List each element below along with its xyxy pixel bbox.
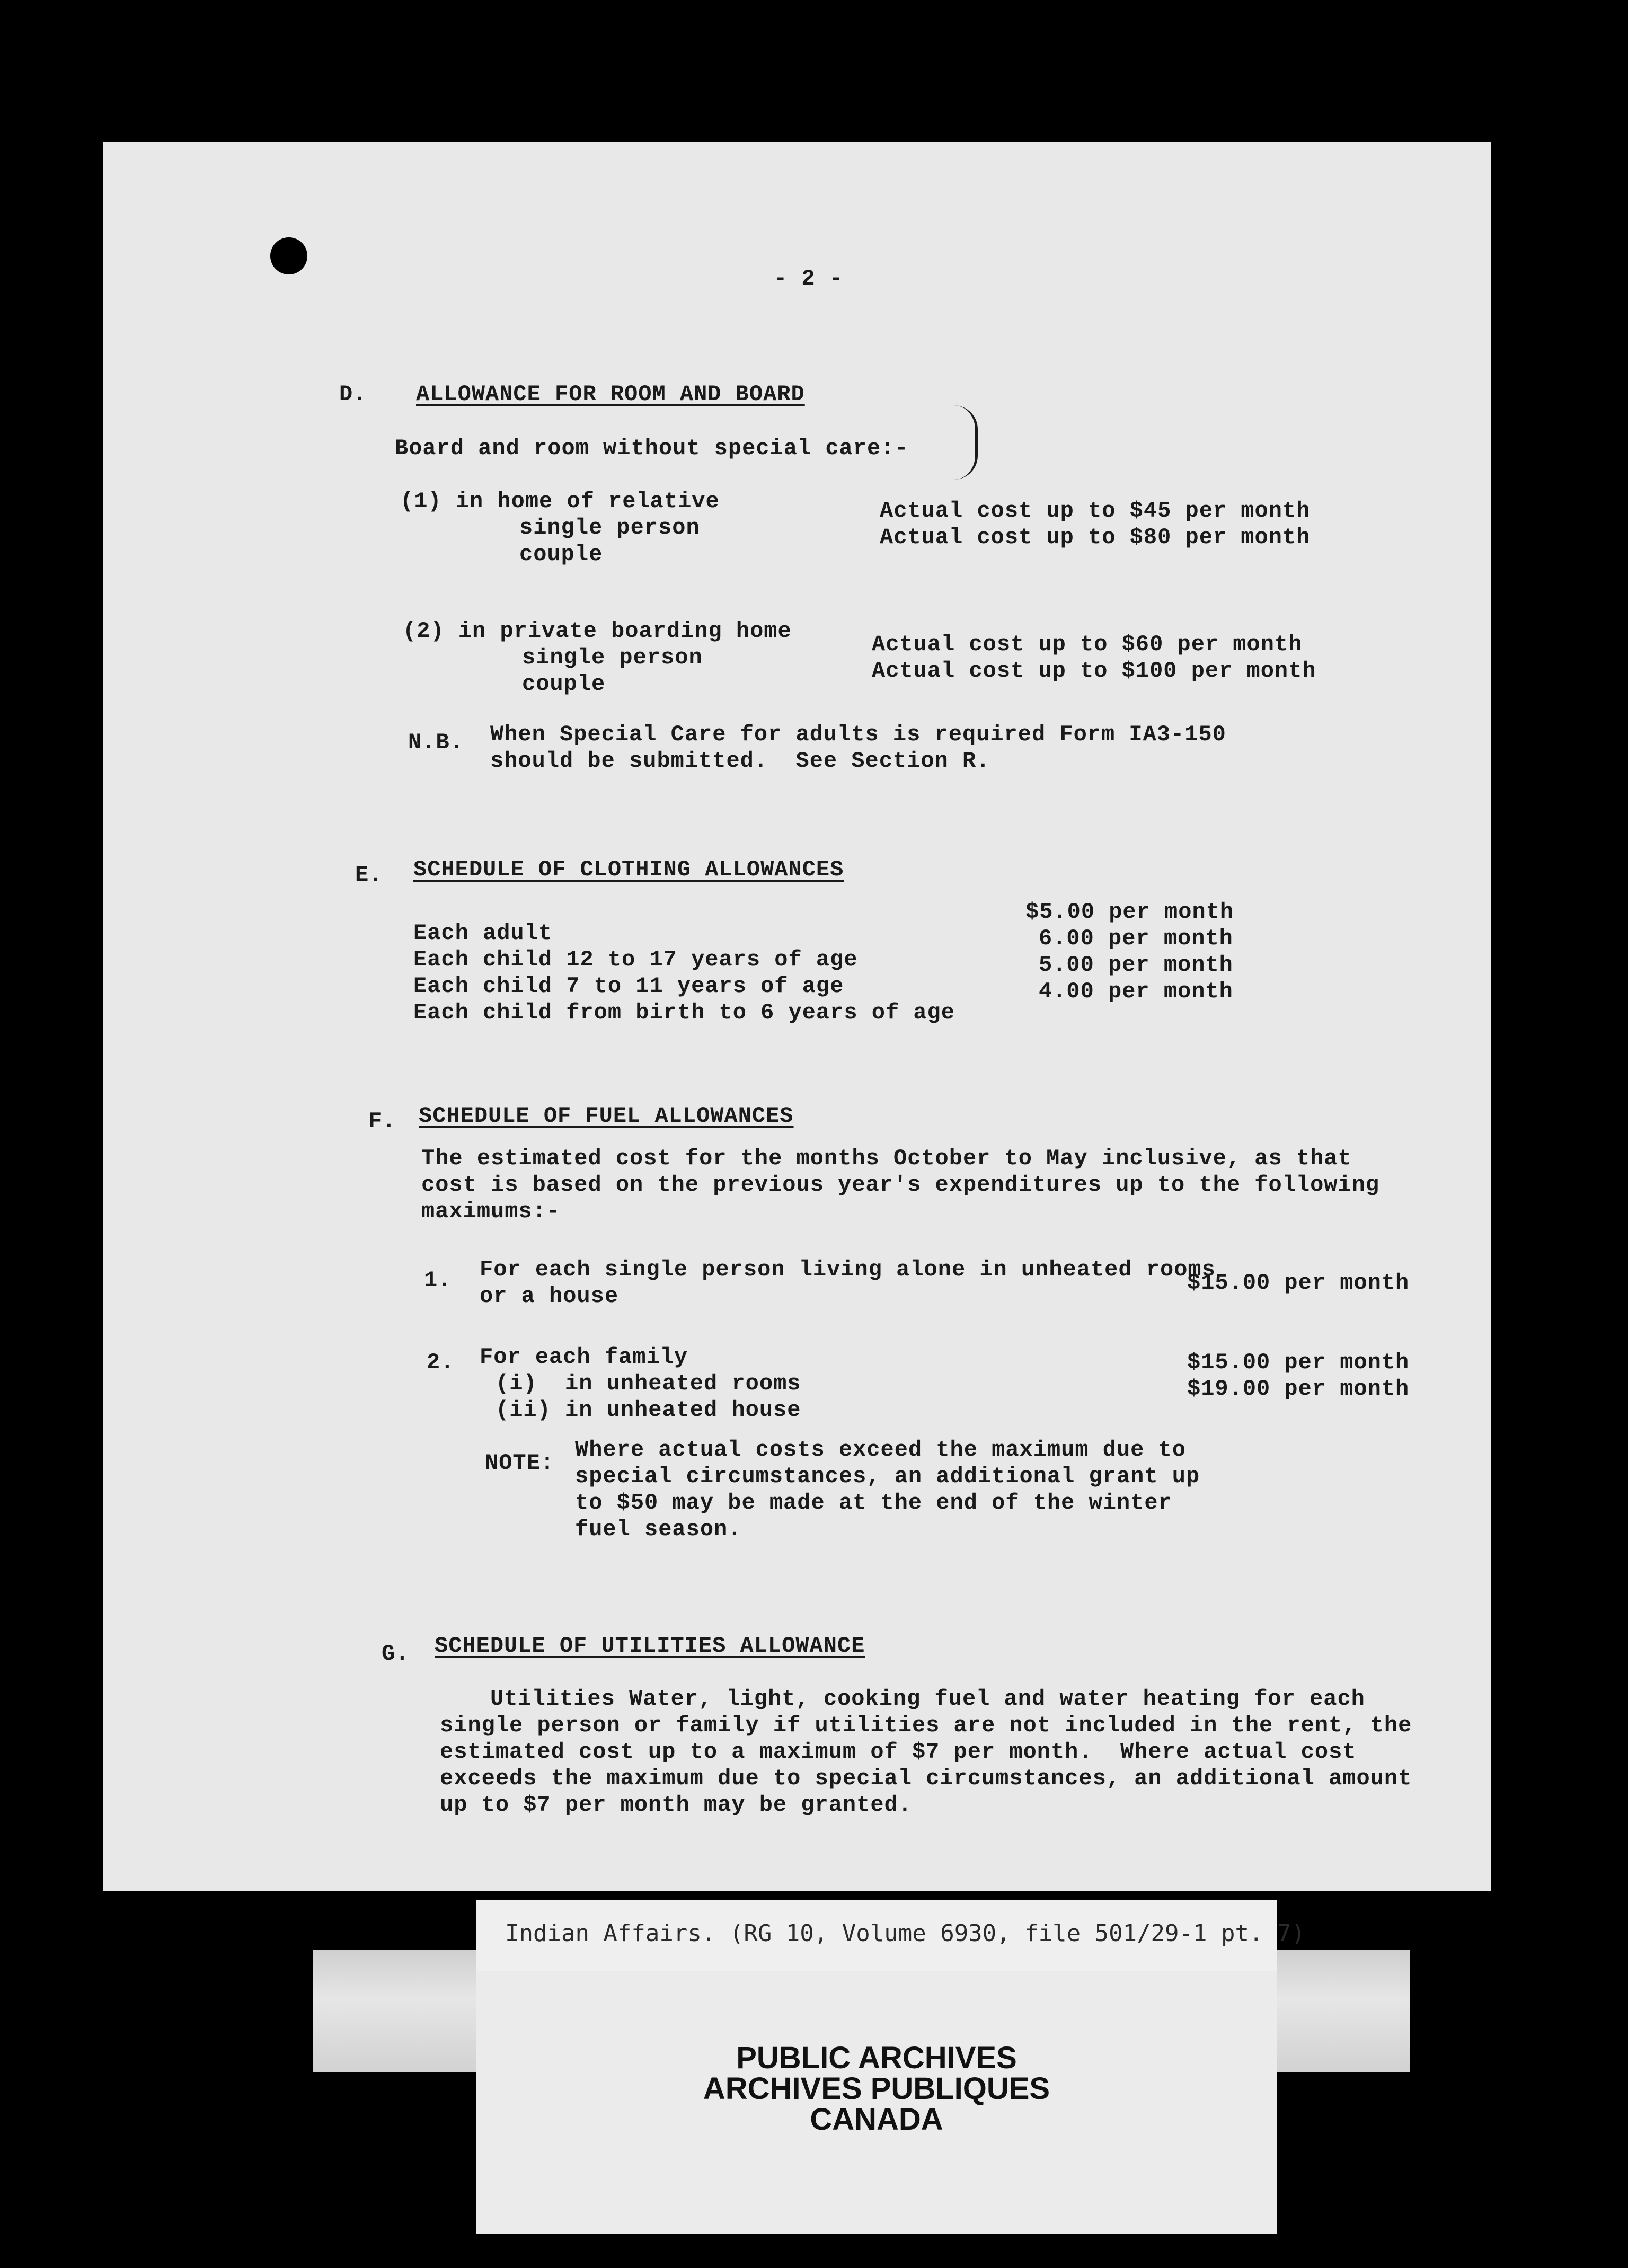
section-e-row-1-label: Each child 12 to 17 years of age [413, 947, 858, 972]
section-d-item1-couple-cost: Actual cost up to $80 per month [880, 525, 1311, 550]
section-f-item2-amount2: $19.00 per month [1187, 1376, 1410, 1402]
section-d-item2-single-cost: Actual cost up to $60 per month [872, 632, 1303, 657]
section-f-intro-line3: maximums:- [421, 1199, 561, 1224]
section-f-title: SCHEDULE OF FUEL ALLOWANCES [419, 1103, 794, 1129]
section-g-letter: G. [382, 1641, 410, 1667]
section-d-nb-line2: should be submitted. See Section R. [490, 748, 990, 774]
section-e-row-0-label: Each adult [413, 920, 553, 946]
section-d-item2-couple-cost: Actual cost up to $100 per month [872, 658, 1316, 684]
section-d-item2-label: (2) in private boarding home [403, 618, 792, 644]
section-e-row-3-label: Each child from birth to 6 years of age [413, 1000, 955, 1025]
section-d-item1-label: (1) in home of relative [400, 489, 720, 514]
section-d-letter: D. [339, 382, 367, 407]
section-d-intro: Board and room without special care:- [395, 436, 909, 461]
section-f-item1-line2: or a house [480, 1283, 619, 1309]
archive-reference-text: Indian Affairs. (RG 10, Volume 6930, file 501/29-1 pt. 7) [505, 1920, 1305, 1947]
archive-stamp-card [476, 1961, 1277, 2234]
section-g-line5: up to $7 per month may be granted. [440, 1792, 912, 1818]
section-f-item2-line1: For each family [480, 1344, 688, 1370]
section-g-title: SCHEDULE OF UTILITIES ALLOWANCE [435, 1633, 865, 1659]
section-f-note-line4: fuel season. [575, 1517, 742, 1542]
punch-hole [270, 237, 307, 274]
page-number: - 2 - [774, 266, 844, 291]
section-f-note-label: NOTE: [485, 1450, 555, 1476]
section-f-note-line2: special circumstances, an additional grant up [575, 1464, 1200, 1489]
section-e-row-2-label: Each child 7 to 11 years of age [413, 973, 844, 999]
section-f-item2-num: 2. [427, 1350, 455, 1375]
section-e-letter: E. [355, 862, 383, 888]
section-f-item1-line1: For each single person living alone in unheated rooms [480, 1257, 1216, 1282]
section-d-item2-couple: couple [522, 671, 606, 697]
section-f-item2-sub1: (i) in unheated rooms [496, 1371, 801, 1396]
section-f-note-line1: Where actual costs exceed the maximum due to [575, 1437, 1186, 1463]
section-g-line1: Utilities Water, light, cooking fuel and water heating for each [490, 1686, 1365, 1712]
archive-stamp-line3: CANADA [810, 2102, 943, 2137]
section-d-item1-single: single person [519, 515, 700, 541]
section-f-intro-line1: The estimated cost for the months October to May inclusive, as that [421, 1146, 1352, 1171]
section-f-letter: F. [368, 1109, 396, 1134]
section-f-item2-amount1: $15.00 per month [1187, 1350, 1410, 1375]
section-f-item1-num: 1. [424, 1268, 452, 1293]
section-d-nb-label: N.B. [408, 730, 464, 755]
archive-reference-card [476, 1900, 1305, 1971]
section-g-line3: estimated cost up to a maximum of $7 per month. Where actual cost [440, 1739, 1357, 1765]
section-f-note-line3: to $50 may be made at the end of the winter [575, 1490, 1172, 1516]
section-d-nb-line1: When Special Care for adults is required Form IA3-150 [490, 722, 1226, 747]
section-g-line2: single person or family if utilities are not included in the rent, the [440, 1713, 1412, 1738]
section-d-title: ALLOWANCE FOR ROOM AND BOARD [416, 382, 805, 407]
section-f-item1-amount: $15.00 per month [1187, 1270, 1410, 1296]
section-d-item1-couple: couple [519, 542, 603, 567]
section-d-item2-single: single person [522, 645, 703, 670]
section-e-row-0-amount: $5.00 per month [1025, 899, 1234, 925]
section-e-title: SCHEDULE OF CLOTHING ALLOWANCES [413, 857, 844, 882]
section-f-item2-sub2: (ii) in unheated house [496, 1397, 801, 1423]
archive-stamp-line1: PUBLIC ARCHIVES [736, 2041, 1017, 2075]
section-f-intro-line2: cost is based on the previous year's expenditures up to the following [421, 1172, 1380, 1198]
section-e-row-3-amount: 4.00 per month [1039, 979, 1233, 1004]
archive-stamp-line2: ARCHIVES PUBLIQUES [703, 2071, 1050, 2106]
section-e-row-1-amount: 6.00 per month [1039, 926, 1233, 951]
section-d-item1-single-cost: Actual cost up to $45 per month [880, 498, 1311, 524]
section-e-row-2-amount: 5.00 per month [1039, 952, 1233, 978]
section-g-line4: exceeds the maximum due to special circumstances, an additional amount [440, 1766, 1412, 1791]
